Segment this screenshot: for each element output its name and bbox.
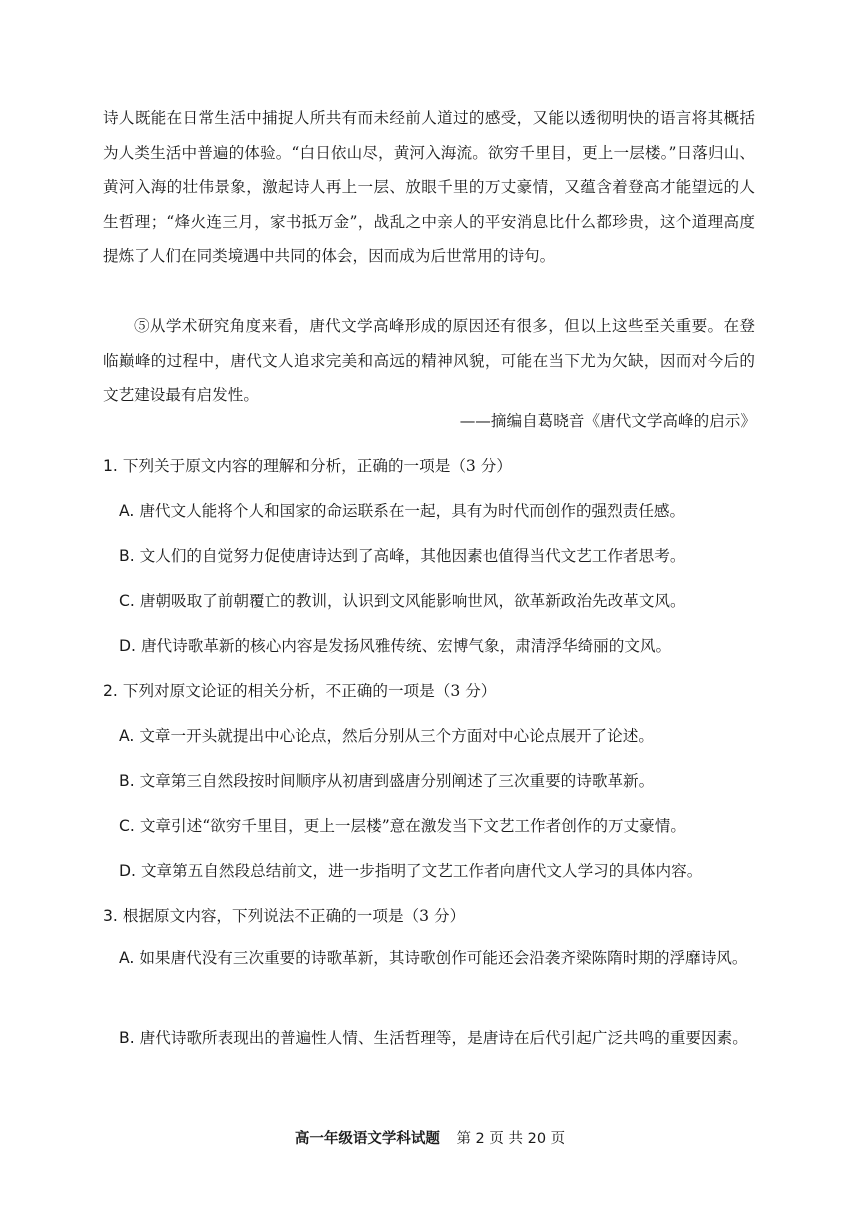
question-2-option-a: [119, 724, 654, 746]
question-3-option-a: [119, 941, 755, 976]
option-text: 唐代文人能将个人和国家的命运联系在一起，具有为时代而创作的强烈责任感。: [139, 502, 686, 520]
option-letter: D.: [119, 862, 136, 880]
question-2-stem: [103, 679, 496, 701]
option-text: 唐代诗歌革新的核心内容是发扬风雅传统、宏博气象，肃清浮华绮丽的文风。: [140, 637, 672, 655]
page-suffix: 页: [550, 1131, 566, 1147]
page-middle: 页 共: [489, 1131, 523, 1147]
option-letter: D.: [119, 637, 136, 655]
option-letter: C.: [119, 817, 135, 835]
passage-paragraph-1: 诗人既能在日常生活中捕捉人所共有而未经前人道过的感受，又能以透彻明快的语言将其概括为人类生活中普遍的体验。“白日依山尽，黄河入海流。欲穷千里目，更上一层楼。”日落归山、黄河入海的壮伟景象，激起诗人再上一层、放眼千里的万丈豪情，又蕴含着登高才能望远的人生哲理；“烽火连三月，家书抵万金”，战乱之中亲人的平安消息比什么都珍贵，这个道理高度提炼了人们在同类境遇中共同的体会，因而成为后世常用的诗句。: [103, 109, 755, 266]
question-1-option-c: [119, 589, 686, 611]
option-letter: B.: [119, 1029, 135, 1047]
question-2-option-d: [119, 859, 702, 881]
question-number: 3.: [103, 907, 118, 925]
question-3-option-b: [119, 1021, 755, 1056]
question-number: 1.: [103, 457, 118, 475]
total-pages: 20: [527, 1131, 547, 1147]
option-text: 唐朝吸取了前朝覆亡的教训，认识到文风能影响世风，欲革新政治先改革文风。: [139, 592, 686, 610]
option-letter: C.: [119, 592, 135, 610]
question-1-option-b: [119, 544, 685, 566]
option-letter: A.: [119, 502, 135, 520]
question-text: 根据原文内容，下列说法不正确的一项是（3 分）: [122, 907, 466, 925]
question-3-stem: [103, 904, 465, 926]
option-letter: B.: [119, 772, 135, 790]
question-text: 下列关于原文内容的理解和分析，正确的一项是（3 分）: [122, 457, 512, 475]
option-letter: A.: [119, 727, 135, 745]
question-number: 2.: [103, 682, 118, 700]
page-footer: [0, 1127, 860, 1148]
question-2-option-b: [119, 769, 654, 791]
option-text: 文人们的自觉努力促使唐诗达到了高峰，其他因素也值得当代文艺工作者思考。: [139, 547, 686, 565]
passage-paragraph-5: ⑤从学术研究角度来看，唐代文学高峰形成的原因还有很多，但以上这些至关重要。在登临巅峰的过程中，唐代文人追求完美和高远的精神风貌，可能在当下尤为欠缺，因而对今后的文艺建设最有启发性。: [103, 317, 755, 405]
option-letter: B.: [119, 547, 135, 565]
question-1-option-a: [119, 499, 685, 521]
option-text: 文章引述“欲穷千里目，更上一层楼”意在激发当下文艺工作者创作的万丈豪情。: [139, 817, 686, 835]
exam-title: 高一年级语文学科试题: [294, 1131, 440, 1147]
page-number: 2: [475, 1131, 485, 1147]
option-text: 文章第三自然段按时间顺序从初唐到盛唐分别阐述了三次重要的诗歌革新。: [139, 772, 655, 790]
option-text: 文章第五自然段总结前文，进一步指明了文艺工作者向唐代文人学习的具体内容。: [140, 862, 703, 880]
question-text: 下列对原文论证的相关分析，不正确的一项是（3 分）: [122, 682, 497, 700]
option-text: 如果唐代没有三次重要的诗歌革新，其诗歌创作可能还会沿袭齐梁陈隋时期的浮靡诗风。: [139, 949, 748, 967]
question-2-option-c: [119, 814, 686, 836]
question-1-stem: [103, 454, 512, 476]
option-text: 文章一开头就提出中心论点，然后分别从三个方面对中心论点展开了论述。: [139, 727, 654, 745]
option-letter: A.: [119, 949, 135, 967]
option-text: 唐代诗歌所表现出的普遍性人情、生活哲理等，是唐诗在后代引起广泛共鸣的重要因素。: [139, 1029, 748, 1047]
page-prefix: 第: [456, 1131, 471, 1147]
question-1-option-d: [119, 634, 671, 656]
passage-source: ——摘编自葛晓音《唐代文学高峰的启示》: [459, 412, 756, 430]
